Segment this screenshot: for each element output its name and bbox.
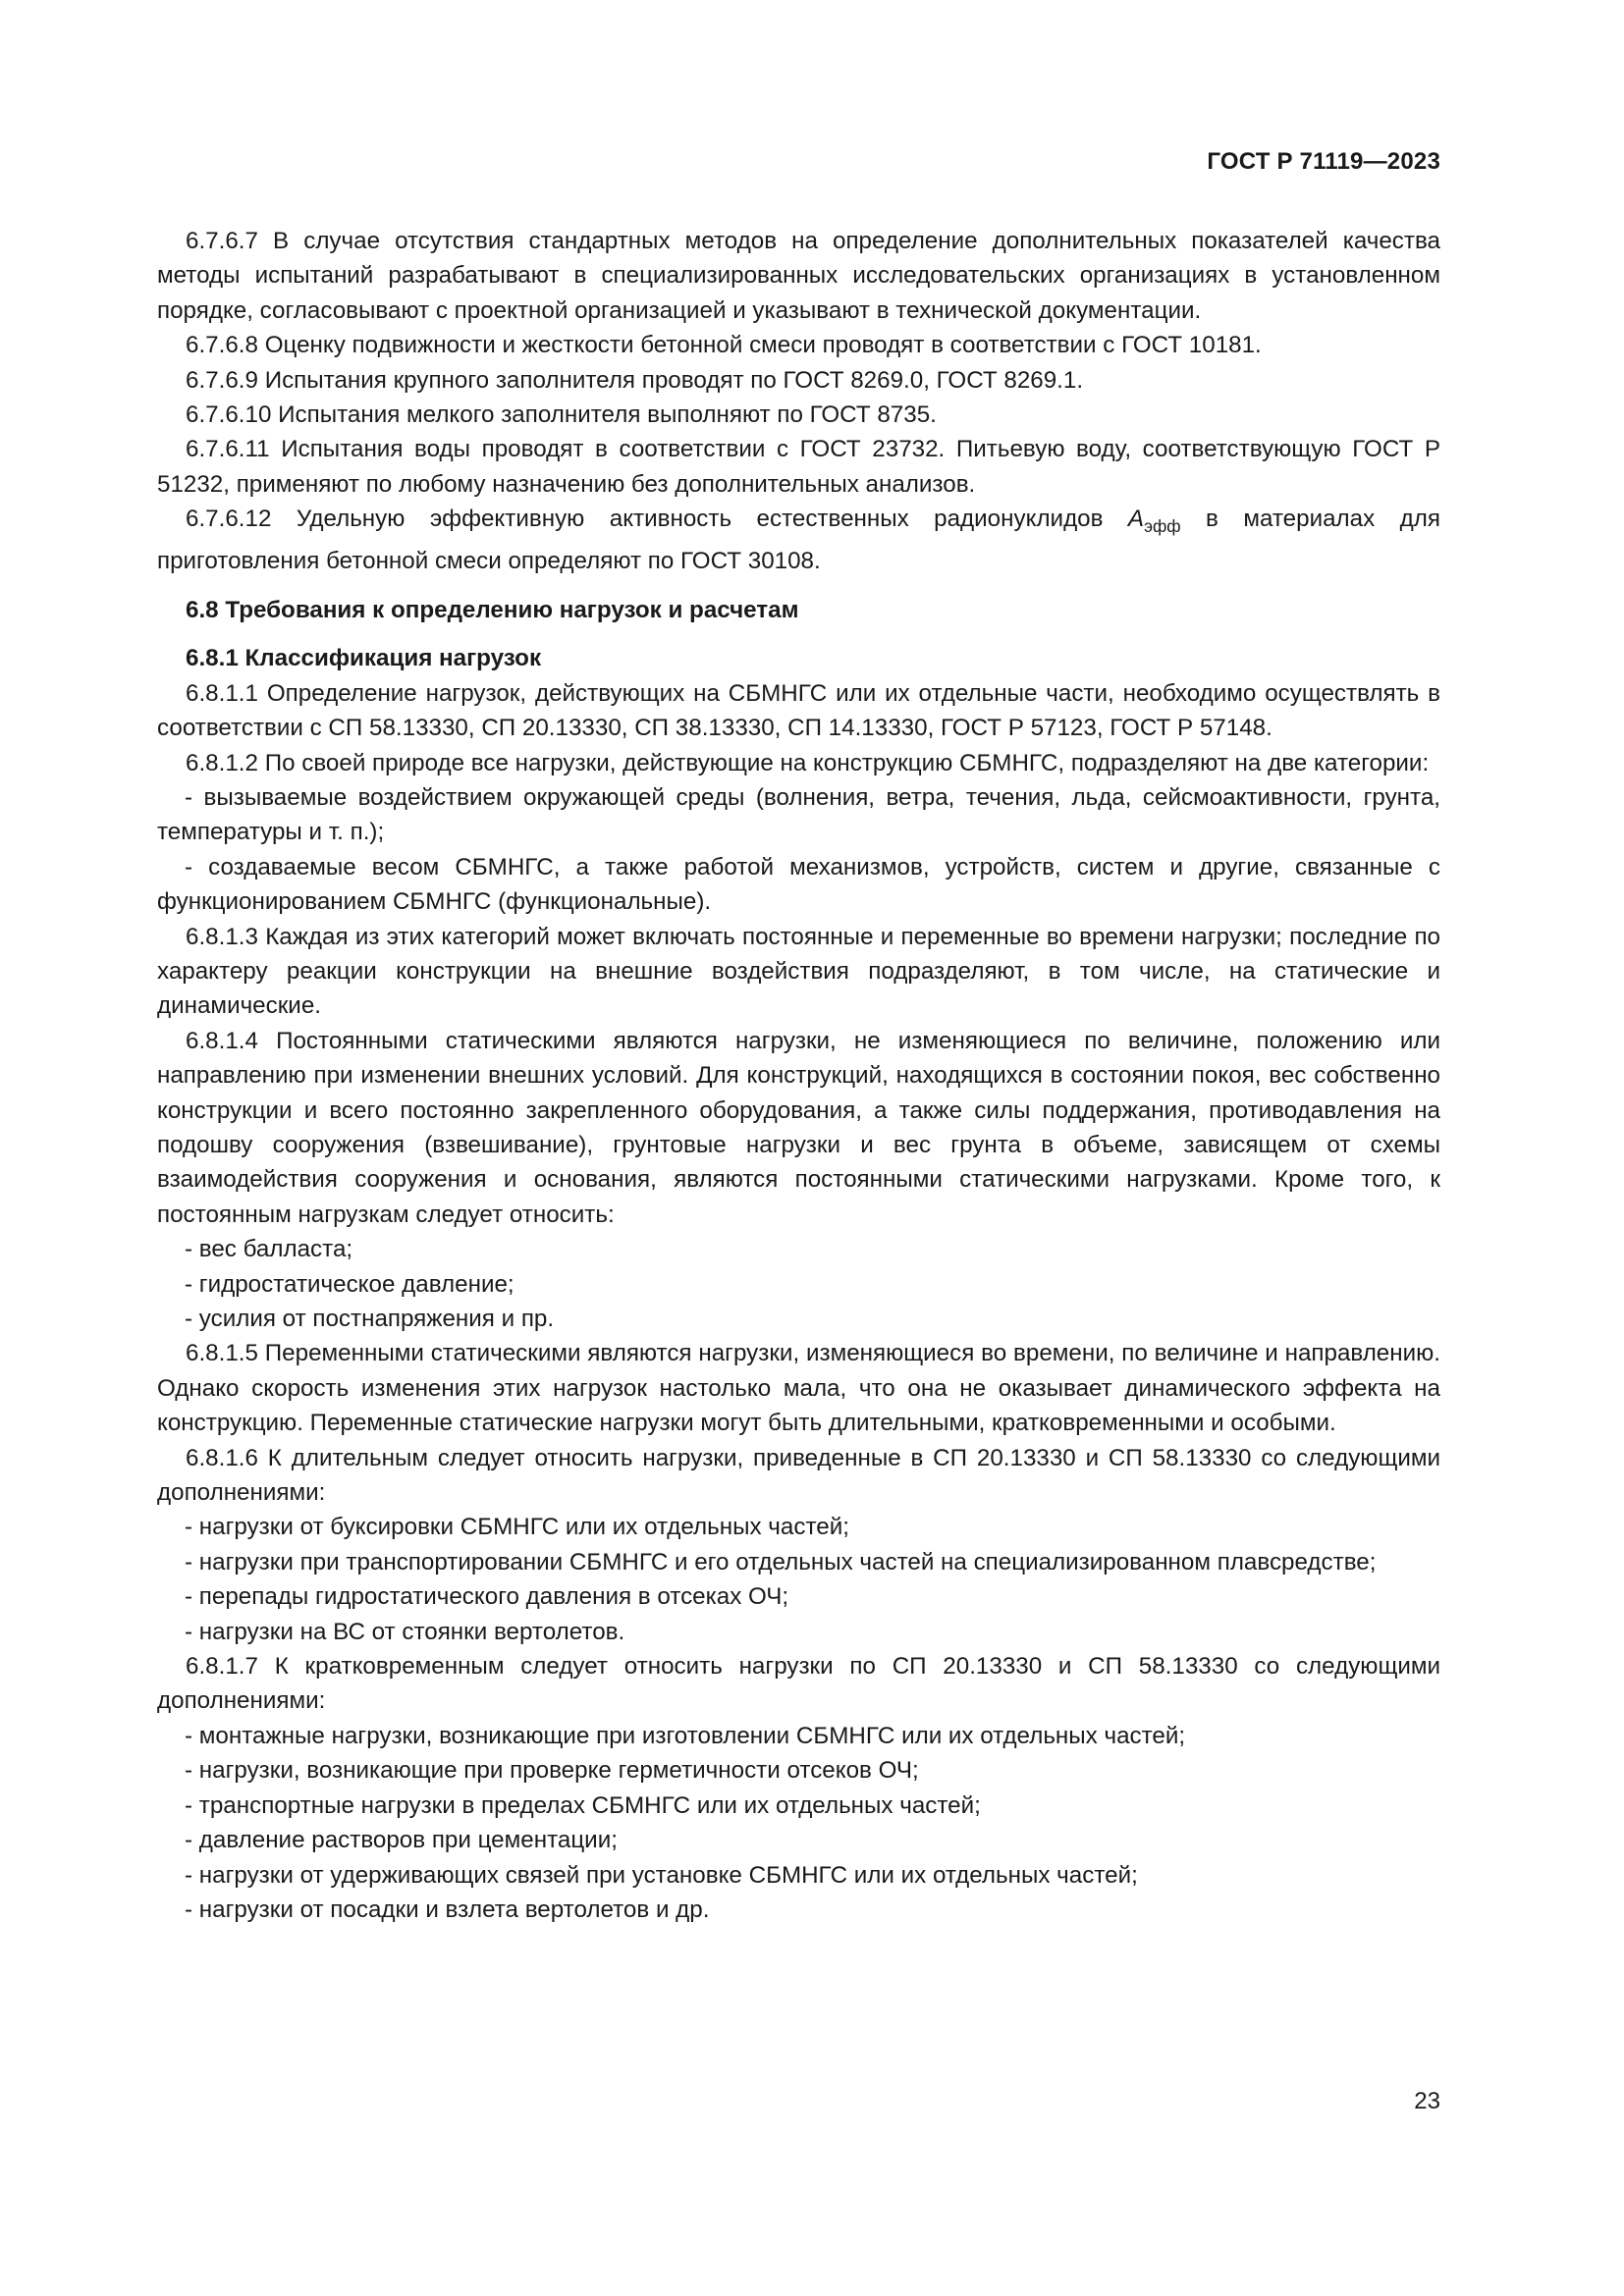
list-item: - транспортные нагрузки в пределах СБМНГС или их отдельных частей; — [185, 1791, 981, 1819]
list-item: - нагрузки на ВС от стоянки вертолетов. — [185, 1618, 625, 1645]
paragraph-6-8-1-5: 6.8.1.5 Переменными статическими являются нагрузки, изменяющиеся во времени, по величине и направлению. Однако скорость изменения этих нагрузок настолько мала, что она не оказывает динамического эффекта на конструкцию. Переменные статические нагрузки могут быть длительными, кратковременными и особыми. — [157, 1340, 1440, 1437]
paragraph-6-7-6-12-part2: в материалах для приготовления бетонной смеси определяют по ГОСТ 30108. — [157, 506, 1440, 575]
list-item: - нагрузки при транспортировании СБМНГС и его отдельных частей на специализированном плавсредстве; — [185, 1548, 1377, 1575]
activity-symbol: A — [1127, 506, 1145, 533]
list-item: - вес балласта; — [185, 1236, 353, 1263]
paragraph-6-7-6-7: 6.7.6.7 В случае отсутствия стандартных методов на определение дополнительных показателей качества методы испытаний разрабатывают в специализированных исследовательских организациях в установленном порядке, согласовывают с проектной организацией и указывают в технической документации. — [157, 228, 1440, 324]
list-item: - нагрузки от удерживающих связей при установке СБМНГС или их отдельных частей; — [185, 1861, 1138, 1889]
list-item: - вызываемые воздействием окружающей среды (волнения, ветра, течения, льда, сейсмоактивности, грунта, температуры и т. п.); — [157, 783, 1440, 846]
document-code: ГОСТ Р 71119—2023 — [1207, 148, 1440, 175]
paragraph-6-8-1-7: 6.8.1.7 К кратковременным следует относить нагрузки по СП 20.13330 и СП 58.13330 со следующими дополнениями: — [157, 1653, 1440, 1715]
section-heading-6-8: 6.8 Требования к определению нагрузок и расчетам — [186, 596, 799, 623]
list-item: - нагрузки от посадки и взлета вертолетов и др. — [185, 1896, 710, 1923]
subsection-heading-6-8-1: 6.8.1 Классификация нагрузок — [186, 645, 542, 672]
list-item: - перепады гидростатического давления в отсеках ОЧ; — [185, 1583, 789, 1611]
paragraph-6-8-1-3: 6.8.1.3 Каждая из этих категорий может включать постоянные и переменные во времени нагрузки; последние по характеру реакции конструкции на внешние воздействия подразделяют, в том числе, на статические и динамические. — [157, 923, 1440, 1020]
activity-subscript: эфф — [1144, 516, 1181, 537]
paragraph-6-8-1-1: 6.8.1.1 Определение нагрузок, действующих на СБМНГС или их отдельные части, необходимо осуществлять в соответствии с СП 58.13330, СП 20.13330, СП 38.13330, СП 14.13330, ГОСТ Р 57123, ГОСТ Р 57148. — [157, 679, 1440, 742]
paragraph-6-8-1-4: 6.8.1.4 Постоянными статическими являются нагрузки, не изменяющиеся по величине, положению или направлению при изменении внешних условий. Для конструкций, находящихся в состоянии покоя, вес собственно конструкции и всего постоянно закрепленного оборудования, а также силы поддержания, противодавления на подошву сооружения (взвешивание), грунтовые нагрузки и вес грунта в объеме, зависящем от схемы взаимодействия сооружения и основания, являются постоянными статическими нагрузками. Кроме того, к постоянным нагрузкам следует относить: — [157, 1027, 1440, 1228]
list-item: - создаваемые весом СБМНГС, а также работой механизмов, устройств, систем и другие, связанные с функционированием СБМНГС (функциональные). — [157, 853, 1440, 916]
list-item: - нагрузки от буксировки СБМНГС или их отдельных частей; — [185, 1514, 849, 1541]
list-item: - нагрузки, возникающие при проверке герметичности отсеков ОЧ; — [185, 1757, 919, 1785]
paragraph-6-8-1-6: 6.8.1.6 К длительным следует относить нагрузки, приведенные в СП 20.13330 и СП 58.13330 со следующими дополнениями: — [157, 1444, 1440, 1507]
paragraph-6-7-6-11: 6.7.6.11 Испытания воды проводят в соответствии с ГОСТ 23732. Питьевую воду, соответствующую ГОСТ Р 51232, применяют по любому назначению без дополнительных анализов. — [157, 436, 1440, 498]
list-item: - монтажные нагрузки, возникающие при изготовлении СБМНГС или их отдельных частей; — [185, 1722, 1186, 1749]
paragraph-6-7-6-8: 6.7.6.8 Оценку подвижности и жесткости бетонной смеси проводят в соответствии с ГОСТ 10181. — [186, 332, 1262, 359]
paragraph-6-7-6-9: 6.7.6.9 Испытания крупного заполнителя проводят по ГОСТ 8269.0, ГОСТ 8269.1. — [186, 366, 1084, 394]
paragraph-6-8-1-2: 6.8.1.2 По своей природе все нагрузки, действующие на конструкцию СБМНГС, подразделяют на две категории: — [186, 749, 1430, 776]
list-item: - давление растворов при цементации; — [185, 1827, 618, 1854]
paragraph-6-7-6-10: 6.7.6.10 Испытания мелкого заполнителя выполняют по ГОСТ 8735. — [186, 401, 937, 429]
page-number: 23 — [1414, 2088, 1440, 2114]
document-body — [157, 224, 1440, 1927]
list-item: - гидростатическое давление; — [185, 1270, 514, 1298]
paragraph-6-7-6-12 — [157, 502, 1440, 579]
paragraph-6-7-6-12-part1: 6.7.6.12 Удельную эффективную активность естественных радионуклидов — [186, 506, 1104, 533]
list-item: - усилия от постнапряжения и пр. — [185, 1306, 555, 1333]
